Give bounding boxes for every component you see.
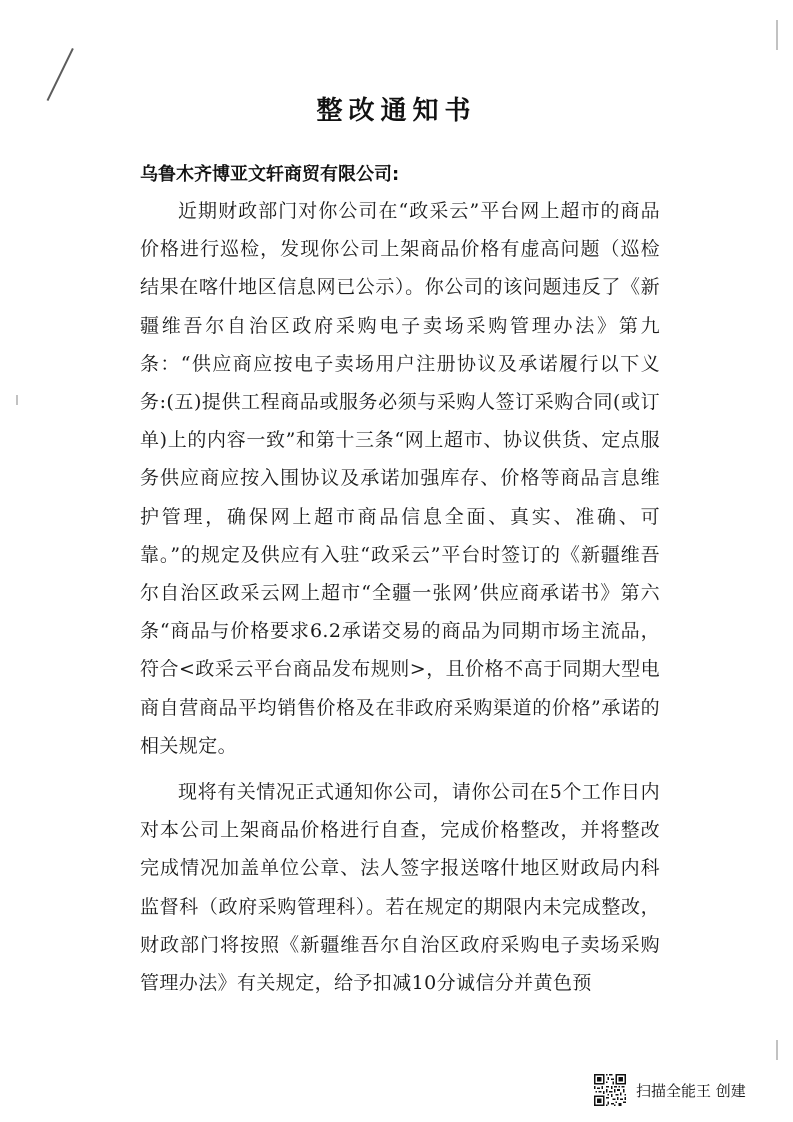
watermark-text: 扫描全能王 创建 [636,1081,746,1100]
document-body [140,192,660,1002]
qr-code-icon [594,1074,626,1106]
scan-edge-mark [776,1040,778,1060]
scanner-watermark [594,1072,746,1108]
scan-edge-mark [16,395,18,405]
document-title: 整改通知书 [316,96,477,126]
addressee: 乌鲁木齐博亚文轩商贸有限公司: [140,164,400,185]
body-paragraph: 近期财政部门对你公司在“政采云”平台网上超市的商品价格进行巡检，发现你公司上架商品价格有虚高问题（巡检结果在喀什地区信息网已公示）。你公司的该问题违反了《新疆维吾尔自治区政府采购电子卖场采购管理办法》第九条：“供应商应按电子卖场用户注册协议及承诺履行以下义务:(五)提供工程商品或服务必须与采购人签订采购合同(或订单)上的内容一致”和第十三条“网上超市、协议供货、定点服务供应商应按入围协议及承诺加强库存、价格等商品言息维护管理，确保网上超市商品信息全面、真实、准确、可靠。”的规定及供应有入驻“政采云”平台时签订的《新疆维吾尔自治区政采云网上超市“全疆一张网’供应商承诺书》第六条“商品与价格要求6.2承诺交易的商品为同期市场主流品，符合<政采云平台商品发布规则>，且价格不高于同期大型电商自营商品平均销售价格及在非政府采购渠道的价格”承诺的相关规定。 [140,200,660,757]
body-paragraph: 现将有关情况正式通知你公司，请你公司在5个工作日内对本公司上架商品价格进行自查，完成价格整改，并将整改完成情况加盖单位公章、法人签字报送喀什地区财政局内科监督科（政府采购管理科）。若在规定的期限内未完成整改，财政部门将按照《新疆维吾尔自治区政府采购电子卖场采购管理办法》有关规定，给予扣减10分诚信分并黄色预 [140,781,660,995]
scan-edge-mark [776,20,778,50]
